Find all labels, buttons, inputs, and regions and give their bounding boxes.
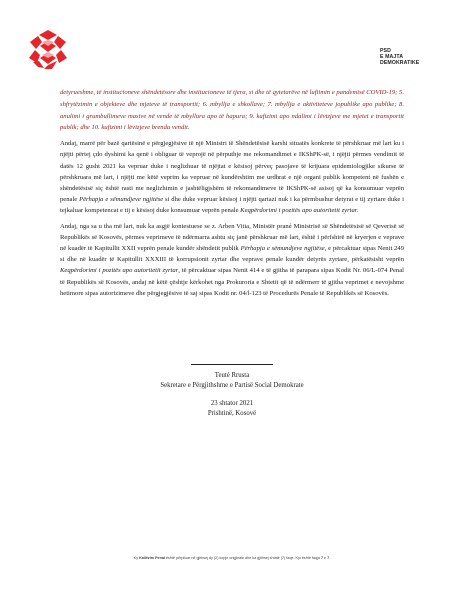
p3-text-c: , të përcaktuar sipas Nenit 414 e të gjitha të parapara sipas Kodit Nr. 06/L-074 Penal të Republikës së Kosovës, andaj në këtë çështje kërkohet nga Prokuroria e Shtetit që të ndërmerr të gjitha veprimet e nevojshme hetimore sipas autorizimeve dhe përgjegjësive të saj sipas Kodit nr. 04/l-123 të Procedurës Penale të Republikës së Kosovës.: [60, 267, 404, 297]
footer-end: .: [329, 556, 331, 560]
footer-page-number: 7: [320, 556, 323, 560]
footer-mid-1: është përpiluar në gjithsej dy (2) kopje origjinale dhe ka gjithsej shtatë (7) faqe. Kjo është faqja: [164, 556, 321, 560]
paragraph-3: [60, 221, 404, 299]
p3-italic-1: Përhapja e sëmundjeve ngjitëse: [240, 245, 325, 253]
org-line-2: E MAJTA: [380, 54, 404, 60]
organization-name: [380, 48, 450, 66]
p3-text-b: , e përcaktuar sipas Nenit 249 si dhe në kuadër të Kapitullit XXXIII të korrupsionit zyrtar dhe veprave penale kundër detyrës zyrtare, përkatësisht veprën: [60, 245, 404, 264]
footer-pre: Ky: [133, 556, 140, 560]
intro-italic-paragraph: detyrueshme, të institucioneve shëndetësore dhe institucioneve të tjera, si dhe të qytetarëve në luftimin e pandemisë COVID-19; 5. shfrytëzimin e objekteve dhe mjeteve të transportit; 6. mbyllja e shkollave; 7. mbyllja e aktiviteteve jopublike apo publike; 8. anulimi i grumbullimeve masive në vende të mbyllura apo të hapura; 9. kufizimi apo ndalimi i lëvizjeve me mjetet e transportit publik; dhe 10. kufizimi i lëvizjeve brenda vendit.: [60, 89, 404, 132]
org-line-3: DEMOKRATIKE: [380, 60, 420, 66]
signature-date: 23 shtator 2021: [210, 400, 254, 407]
footer-mid-2: e: [323, 556, 328, 560]
footer-doc-type: Kallëzim Penal: [139, 556, 165, 560]
paragraph-2: [60, 138, 404, 216]
org-line-1: PSD: [380, 48, 391, 54]
signatory-name: Teuté Rrusta: [214, 372, 250, 379]
party-logo: [26, 28, 70, 72]
page-footer: [0, 556, 464, 560]
p2-text-a: Andaj, marrë për bazë qartësinë e përgjegjësive të një Ministri të Shëndetësisë karshi situatës konkrete të përshkruar më lart ku i njëjti përtej çdo dyshimi ka qenë i obliguar të veprojë në përputhje me rekomandimet e IKShPK-së, i njëjti përmes vendimit të datës 12 gusht 2021 ka vepruar duke i neglizhuar të njëjtat e kësisoj përveç pasojave të krijuara epidemiologjike sikurse të përshkruara më lart, i njëjti me këtë veprim ka vepruar në kundërshtim me urdhrat e një organi publik kompetent në fushën e shëndetësisë siç është rasti me neglizhimin e jashtëligjshëm të rekomandimeve të IKShPK-së asisoj që ka konsumuar veprën penale: [60, 140, 404, 204]
signature-place: Prishtinë, Kosovë: [207, 409, 257, 417]
signature-line: [191, 364, 273, 365]
footer-page-total: 7: [327, 556, 330, 560]
p3-italic-2: Keqpërdorimi i pozitës apo autoritetit zyrtar: [60, 267, 179, 275]
p2-text-b: si dhe duke vepruar kësisoj i njëjti qartazi nuk i ka përmbushur detyrat e tij zyrtare duke i tejkaluar kompetencat e tij e kësisoj duke konsumuar veprën penale: [60, 196, 404, 215]
p2-italic-2: Keqpërdorimi i pozitës apo autoritetit zyrtar.: [240, 207, 359, 215]
signature-block: [0, 364, 464, 418]
p3-text-a: Andaj, nga sa u tha më lart, nuk ka asgjë kontestuese se z. Arben Vitia, Ministër prané Ministrisë së Shëndetësisë së Qeverisë së Republikës së Kosovës, përmes veprimeve të ndërmarra ashtu siç janë përshkruar më lart, është i përfshirë në kryerjen e veprave në kuadër të Kapitullit XXII veprën penale kundër shëndetit publik: [60, 222, 404, 253]
document-body: [60, 87, 404, 303]
signatory-title: Sekretare e Përgjithshme e Partisë Social Demokrate: [160, 381, 304, 389]
p2-italic-1: Përhapja e sëmundjeve ngjitëse: [79, 196, 164, 204]
